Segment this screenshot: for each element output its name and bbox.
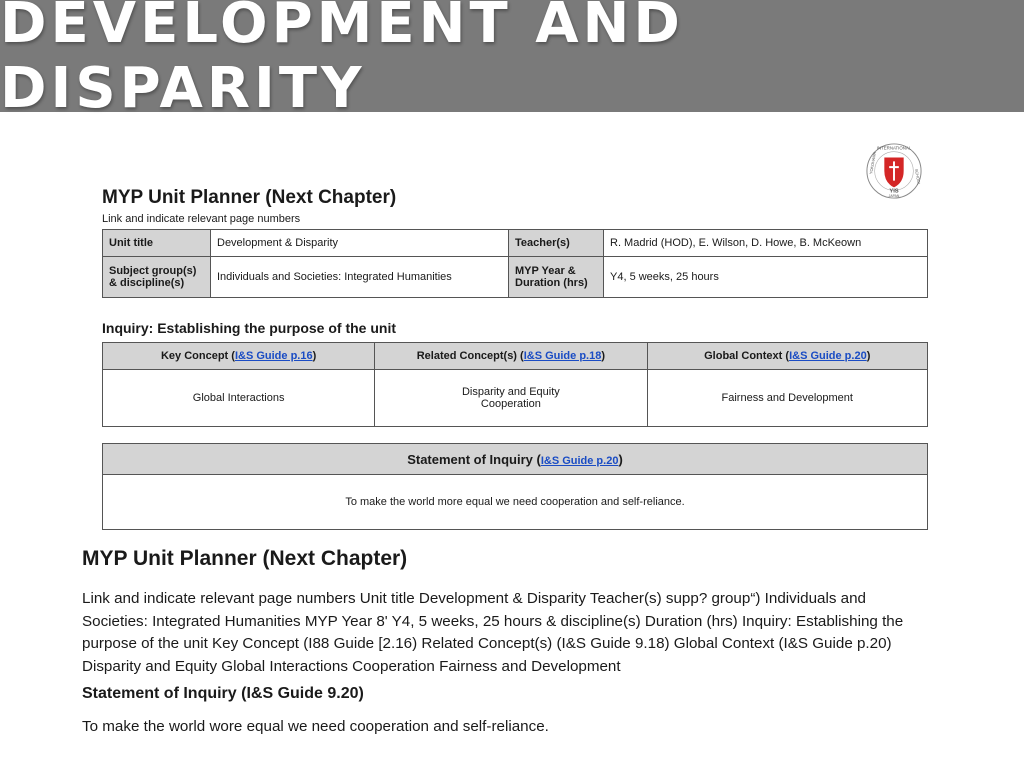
key-concept-link[interactable]: I&S Guide p.16 — [234, 350, 313, 362]
concepts-table — [102, 342, 928, 427]
unit-title-label: Unit title — [103, 230, 211, 257]
key-concept-header: Key Concept (I&S Guide p.16) — [103, 343, 375, 370]
doc-title: MYP Unit Planner (Next Chapter) — [102, 187, 397, 208]
logo-text-bottom: JAPAN — [888, 194, 900, 199]
global-context-link[interactable]: I&S Guide p.20 — [789, 350, 867, 362]
inquiry-heading: Inquiry: Establishing the purpose of the unit — [102, 320, 396, 336]
teacher-label: Teacher(s) — [509, 230, 604, 257]
logo-text-top: INTERNATIONAL — [876, 145, 912, 151]
ocr-heading: MYP Unit Planner (Next Chapter) — [82, 547, 408, 570]
teacher-value: R. Madrid (HOD), E. Wilson, D. Howe, B. McKeown — [604, 230, 928, 257]
statement-link[interactable]: I&S Guide p.20 — [540, 454, 619, 467]
unit-title-value: Development & Disparity — [211, 230, 509, 257]
related-concept-value: Disparity and Equity Cooperation — [375, 370, 647, 427]
ocr-statement: To make the world wore equal we need cooperation and self-reliance. — [82, 718, 549, 735]
statement-value: To make the world more equal we need cooperation and self-reliance. — [103, 475, 928, 530]
global-context-header: Global Context (I&S Guide p.20) — [647, 343, 928, 370]
statement-table — [102, 443, 928, 530]
school-logo — [865, 142, 923, 200]
ocr-subheading: Statement of Inquiry (I&S Guide 9.20) — [82, 685, 364, 702]
year-value: Y4, 5 weeks, 25 hours — [604, 257, 928, 298]
logo-text-right: SCHOOL — [913, 168, 921, 186]
subject-value: Individuals and Societies: Integrated Humanities — [211, 257, 509, 298]
year-label: MYP Year & Duration (hrs) — [509, 257, 604, 298]
doc-subtitle: Link and indicate relevant page numbers — [102, 213, 301, 225]
document-screenshot — [85, 132, 938, 536]
unit-info-table — [102, 229, 928, 298]
statement-header: Statement of Inquiry (I&S Guide p.20) — [103, 444, 928, 475]
global-context-value: Fairness and Development — [647, 370, 928, 427]
slide-title: DEVELOPMENT AND DISPARITY — [0, 0, 684, 121]
logo-text-left: YOKOHAMA — [869, 151, 878, 175]
key-concept-value: Global Interactions — [103, 370, 375, 427]
logo-abbr: YIS — [889, 188, 899, 195]
title-banner — [0, 0, 1024, 121]
related-concept-link[interactable]: I&S Guide p.18 — [523, 350, 602, 362]
ocr-paragraph: Link and indicate relevant page numbers Unit title Development & Disparity Teacher(s) supp? group“) Individuals and Societies: Integrated Humanities MYP Year 8' Y4, 5 weeks, 25 hours & discipline(s) Duration (hrs) Inquiry: Establishing the purpose of the unit Key Concept (I88 Guide [2.16) Related Concept(s) (I&S Guide 9.18) Global Context (I&S Guide p.20) Disparity and Equity Global Interactions Cooperation Fairness and Development — [82, 590, 904, 675]
subject-label: Subject group(s) & discipline(s) — [103, 257, 211, 298]
related-concept-header: Related Concept(s) (I&S Guide p.18) — [375, 343, 647, 370]
